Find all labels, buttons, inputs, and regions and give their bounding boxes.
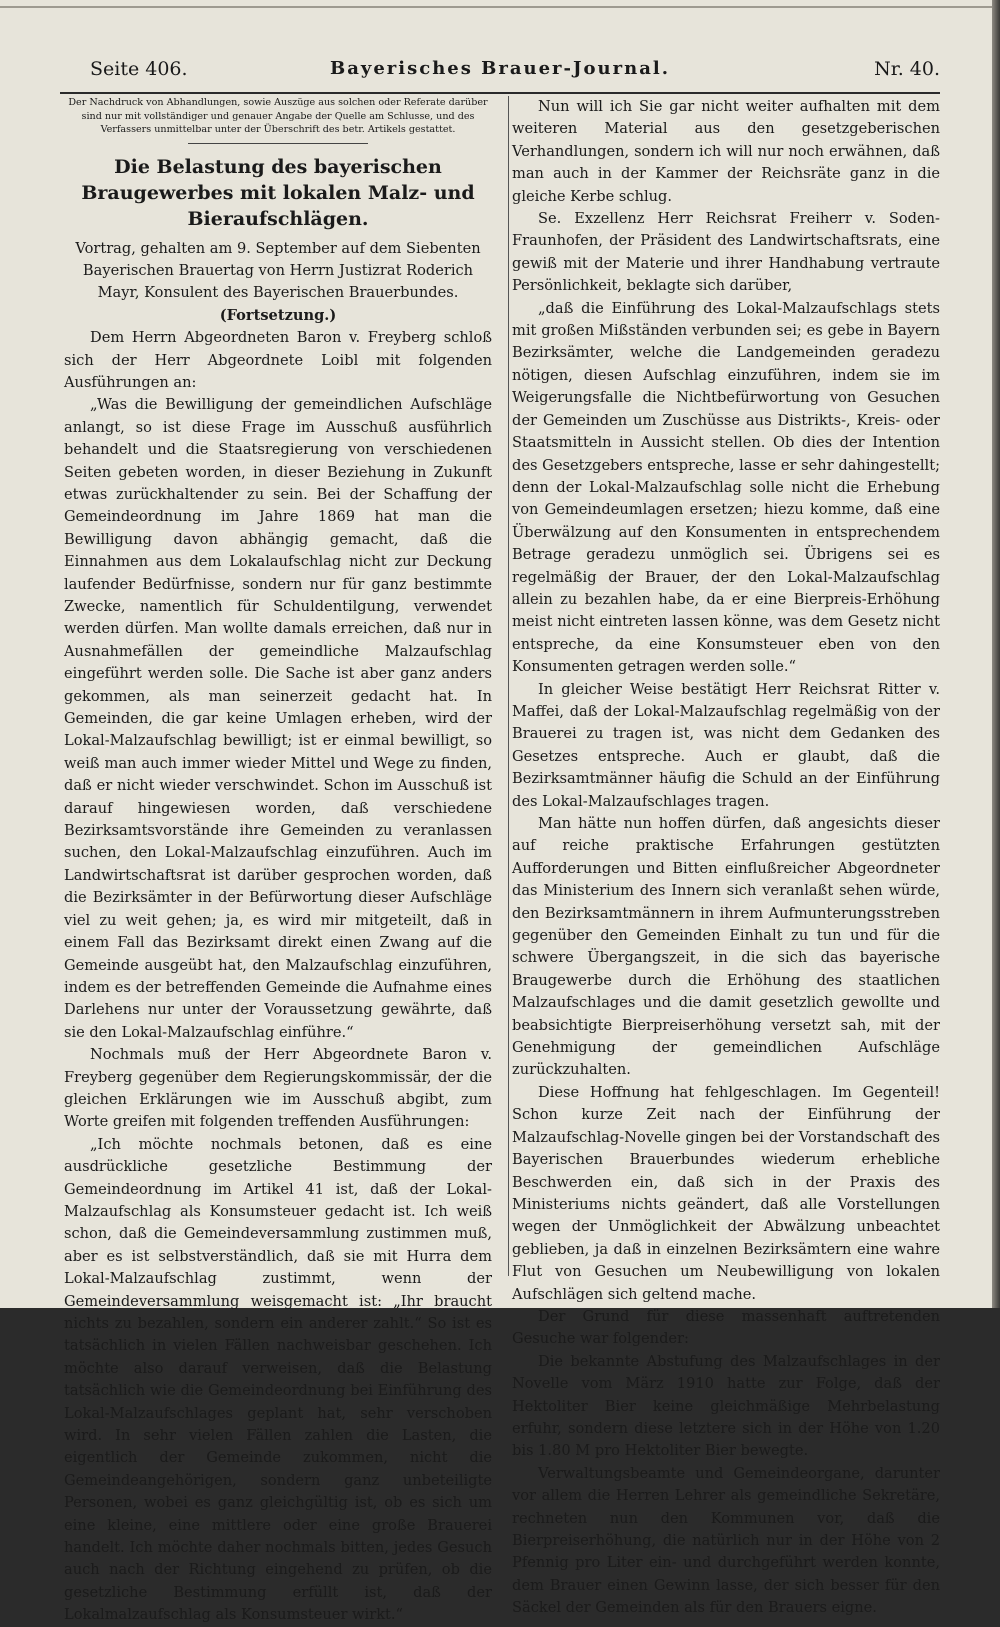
paragraph: Diese Hoffnung hat fehlgeschlagen. Im Gegenteil! Schon kurze Zeit nach der Einführung der Malzaufschlag-Novelle gingen bei der Vorstandschaft des Bayerischen Brauerbundes wiederum erhebliche Beschwerden ein, daß sich in der Praxis des Ministeriums nichts geändert, daß alle Vorstellungen wegen der Unmöglichkeit der Abwälzung unbeachtet geblieben, ja daß in einzelnen Bezirksämtern eine wahre Flut von Gesuchen um Neubewilligung von lokalen Aufschlägen sich geltend mache. bbox=[512, 1083, 940, 1303]
column-divider bbox=[508, 96, 509, 1276]
article-headline: Die Belastung des bayerischen Braugewerbes mit lokalen Malz- und Bieraufschlägen. bbox=[81, 155, 475, 230]
paragraph: Man hätte nun hoffen dürfen, daß angesichts dieser auf reiche praktische Erfahrungen gestützten Aufforderungen und Bitten einflußreicher Abgeordneter das Ministerium des Innern sich veranlaßt sehen würde, den Bezirksamtmännern in ihrem Aufmunterungsstreben gegenüber den Gemeinden Einhalt zu tun und für die schwere Übergangszeit, in die sich das bayerische Braugewerbe durch die Erhöhung des staatlichen Malzaufschlages und die damit gesetzlich gewollte und beabsichtigte Bierpreiserhöhung versetzt sah, mit der Genehmigung der gemeindlichen Aufschläge zurückzuhalten. bbox=[512, 815, 940, 1079]
paragraph: „Ich möchte nochmals betonen, daß es eine ausdrückliche gesetzliche Bestimmung der Gemeindeordnung im Artikel 41 ist, daß der Lokal-Malzaufschlag als Konsumsteuer gedacht ist. Ich weiß schon, daß die Gemeindeversammlung zustimmen muß, aber es ist selbstverständlich, daß sie mit Hurra dem Lokal-Malzaufschlag zustimmt, wenn der Gemeindeversammlung weisgemacht ist: „Ihr braucht nichts zu bezahlen, sondern ein anderer zahlt.“ So ist es tatsächlich in vielen Fällen nachweisbar geschehen. Ich möchte also darauf verweisen, daß die Belastung tatsächlich wie die Gemeindeordnung bei Einführung des Lokal-Malzaufschlages geplant hat, sehr verschoben wird. In sehr vielen Fällen zahlen die Lasten, die eigentlich der Gemeinde zukommen, nicht die Gemeindeangehörigen, sondern ganz unbeteiligte Personen, wobei es ganz gleichgültig ist, ob es sich um eine kleine, eine mittlere oder eine große Brauerei handelt. Ich möchte daher nochmals bitten, jedes Gesuch auch nach der Richtung eingehend zu prüfen, ob die gesetzliche Bestimmung erfüllt ist, daß der Lokalmalzaufschlag als Konsumsteuer wirkt.“ bbox=[64, 1135, 492, 1624]
right-column bbox=[512, 96, 940, 1620]
paragraph: Dem Herrn Abgeordneten Baron v. Freyberg schloß sich der Herr Abgeordnete Loibl mit folgenden Ausführungen an: bbox=[64, 329, 492, 391]
journal-title: Bayerisches Brauer-Journal. bbox=[330, 58, 670, 79]
paragraph: Se. Exzellenz Herr Reichsrat Freiherr v. Soden-Fraunhofen, der Präsident des Landwirtschaftsrats, eine gewiß mit der Materie und ihrer Handhabung vertraute Persönlichkeit, beklagte sich darüber, bbox=[512, 210, 940, 295]
issue-number: Nr. 40. bbox=[874, 58, 940, 80]
continuation-label: (Fortsetzung.) bbox=[219, 306, 337, 324]
page-top-line bbox=[0, 6, 992, 8]
page-number: Seite 406. bbox=[90, 58, 188, 80]
paragraph: In gleicher Weise bestätigt Herr Reichsrat Ritter v. Maffei, daß der Lokal-Malzaufschlag regelmäßig von der Brauerei zu tragen ist, was nicht dem Gedanken des Gesetzes entspreche. Auch er glaubt, daß die Bezirksamtmänner häufig die Schuld an der Einführung des Lokal-Malzaufschlages tragen. bbox=[512, 680, 940, 810]
reprint-notice: Der Nachdruck von Abhandlungen, sowie Auszüge aus solchen oder Referate darüber sind nur mit vollständiger und genauer Angabe der Quelle am Schlusse, und des Verfassers unmittelbar unter der Überschrift des betr. Artikels gestattet. bbox=[68, 97, 488, 135]
page-edge-shadow bbox=[992, 0, 1000, 1308]
paragraph: „daß die Einführung des Lokal-Malzaufschlags stets mit großen Mißständen verbunden sei; es gebe in Bayern Bezirksämter, welche die Landgemeinden geradezu nötigen, diesen Aufschlag einzuführen, indem sie im Weigerungsfalle die Nichtbefürwortung von Gesuchen der Gemeinden um Zuschüsse aus Distrikts-, Kreis- oder Staatsmitteln in Aussicht stellen. Ob dies der Intention des Gesetzgebers entspreche, lasse er sehr dahingestellt; denn der Lokal-Malzaufschlag solle nicht die Erhebung von Gemeindeumlagen ersetzen; hiezu komme, daß eine Überwälzung auf den Konsumenten in entsprechendem Betrage geradezu unmöglich sei. Übrigens sei es regelmäßig der Brauer, der den Lokal-Malzaufschlag allein zu bezahlen habe, da er eine Bierpreis-Erhöhung meist nicht eintreten lassen könne, was dem Gesetz nicht entspreche, da eine Konsumsteuer eben von den Konsumenten getragen werden solle.“ bbox=[512, 299, 940, 676]
paragraph: Nun will ich Sie gar nicht weiter aufhalten mit dem weiteren Material aus den gesetzgeberischen Verhandlungen, sondern ich will nur noch erwähnen, daß man auch in der Kammer der Reichsräte ganz in die gleiche Kerbe schlug. bbox=[512, 98, 940, 205]
page-header bbox=[60, 58, 940, 88]
header-rule bbox=[60, 92, 940, 94]
paragraph: Nochmals muß der Herr Abgeordnete Baron v. Freyberg gegenüber dem Regierungskommissär, der die gleichen Erklärungen wie im Ausschuß abgibt, zum Worte greifen mit folgenden treffenden Ausführungen: bbox=[64, 1046, 492, 1131]
paragraph: „Was die Bewilligung der gemeindlichen Aufschläge anlangt, so ist diese Frage im Ausschuß ausführlich behandelt und die Staatsregierung von verschiedenen Seiten gebeten worden, in dieser Beziehung in Zukunft etwas zurückhaltender zu sein. Bei der Schaffung der Gemeindeordnung im Jahre 1869 hat man die Bewilligung davon abhängig gemacht, daß die Einnahmen aus dem Lokalaufschlag nicht zur Deckung laufender Bedürfnisse, sondern nur für ganz bestimmte Zwecke, namentlich für Schuldentilgung, verwendet werden dürfen. Man wollte damals erreichen, daß nur in Ausnahmefällen der gemeindliche Malzaufschlag eingeführt werden solle. Die Sache ist aber ganz anders gekommen, als man seinerzeit gedacht hat. In Gemeinden, die gar keine Umlagen erheben, wird der Lokal-Malzaufschlag bewilligt; ist er einmal bewilligt, so weiß man auch immer wieder Mittel und Wege zu finden, daß er nicht wieder verschwindet. Schon im Ausschuß ist darauf hingewiesen worden, daß verschiedene Bezirksamtsvorstände ihre Gemeinden zu veranlassen suchen, den Lokal-Malzaufschlag einzuführen. Auch im Landwirtschaftsrat ist darüber gesprochen worden, daß die Bezirksämter in der Befürwortung dieser Aufschläge viel zu weit gehen; ja, es wird mir mitgeteilt, daß in einem Fall das Bezirksamt direkt einen Zwang auf die Gemeinde ausgeübt hat, den Malzaufschlag einzuführen, indem es der betreffenden Gemeinde die Aufnahme eines Darlehens nur unter der Voraussetzung gewährte, daß sie den Lokal-Malzaufschlag einführe.“ bbox=[64, 396, 492, 1041]
left-column bbox=[64, 96, 492, 1627]
notice-divider bbox=[188, 143, 368, 144]
article-subtitle: Vortrag, gehalten am 9. September auf dem Siebenten Bayerischen Brauertag von Herrn Justizrat Roderich Mayr, Konsulent des Bayerischen Brauerbundes. bbox=[75, 239, 481, 302]
paragraph: Der Grund für diese massenhaft auftretenden Gesuche war folgender: bbox=[512, 1307, 940, 1348]
paragraph: Die bekannte Abstufung des Malzaufschlages in der Novelle vom März 1910 hatte zur Folge, daß der Hektoliter Bier keine gleichmäßige Mehrbelastung erfuhr, sondern diese letztere sich in der Höhe von 1.20 bis 1.80 M pro Hektoliter Bier bewegte. bbox=[512, 1352, 940, 1460]
paragraph: Verwaltungsbeamte und Gemeindeorgane, darunter vor allem die Herren Lehrer als gemeindliche Sekretäre, rechneten nun den Kommunen vor, daß die Bierpreiserhöhung, die natürlich nur in der Höhe von 2 Pfennig pro Liter ein- und durchgeführt werden konnte, dem Brauer einen Gewinn lasse, der sich besser für den Säckel der Gemeinden als für den Brauers eigne. bbox=[512, 1464, 940, 1617]
